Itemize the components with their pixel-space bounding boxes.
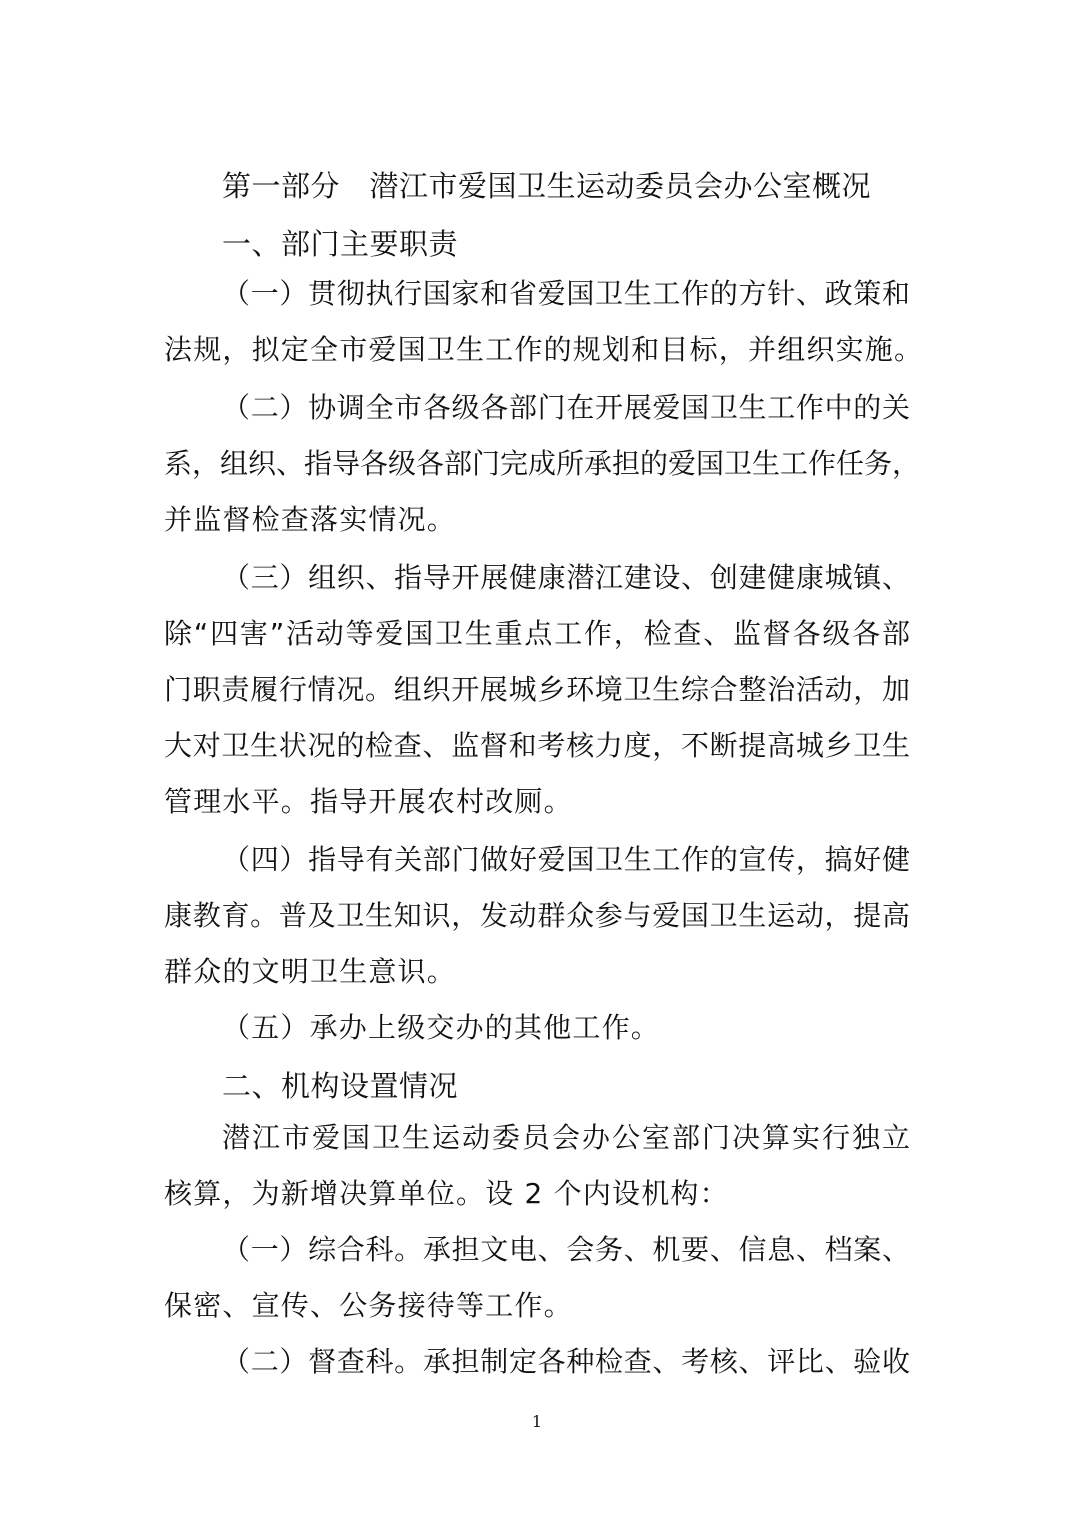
paragraph-line: 系，组织、指导各级各部门完成所承担的爱国卫生工作任务，	[164, 447, 921, 480]
paragraph-line: 并监督检查落实情况。	[164, 503, 457, 536]
paragraph-line: 门职责履行情况。组织开展城乡环境卫生综合整治活动，加	[164, 673, 910, 706]
paragraph-line: （二）协调全市各级各部门在开展爱国卫生工作中的关	[222, 391, 910, 424]
page-number: 1	[531, 1412, 543, 1431]
paragraph-line: 核算，为新增决算单位。设 2 个内设机构：	[164, 1177, 729, 1210]
paragraph-line: 除“四害”活动等爱国卫生重点工作，检查、监督各级各部	[164, 617, 910, 650]
paragraph-line: 管理水平。指导开展农村改厕。	[164, 785, 573, 818]
paragraph-line: 大对卫生状况的检查、监督和考核力度，不断提高城乡卫生	[164, 729, 910, 762]
paragraph-line: （一）综合科。承担文电、会务、机要、信息、档案、	[222, 1233, 910, 1266]
paragraph-line: （三）组织、指导开展健康潜江建设、创建健康城镇、	[222, 561, 910, 594]
paragraph-line: 法规，拟定全市爱国卫生工作的规划和目标，并组织实施。	[164, 333, 924, 366]
paragraph-line: （一）贯彻执行国家和省爱国卫生工作的方针、政策和	[222, 277, 910, 310]
section-heading-duties: 一、部门主要职责	[222, 227, 459, 261]
paragraph-line: 保密、宣传、公务接待等工作。	[164, 1289, 573, 1322]
paragraph-line: 潜江市爱国卫生运动委员会办公室部门决算实行独立	[222, 1121, 910, 1154]
paragraph-line: （二）督查科。承担制定各种检查、考核、评比、验收	[222, 1345, 910, 1378]
paragraph-line: 群众的文明卫生意识。	[164, 955, 457, 988]
paragraph-line: 康教育。普及卫生知识，发动群众参与爱国卫生运动，提高	[164, 899, 910, 932]
paragraph-line: （四）指导有关部门做好爱国卫生工作的宣传，搞好健	[222, 843, 910, 876]
section-heading-organization: 二、机构设置情况	[222, 1069, 459, 1103]
document-title: 第一部分 潜江市爱国卫生运动委员会办公室概况	[222, 169, 872, 203]
paragraph-line: （五）承办上级交办的其他工作。	[222, 1011, 661, 1044]
